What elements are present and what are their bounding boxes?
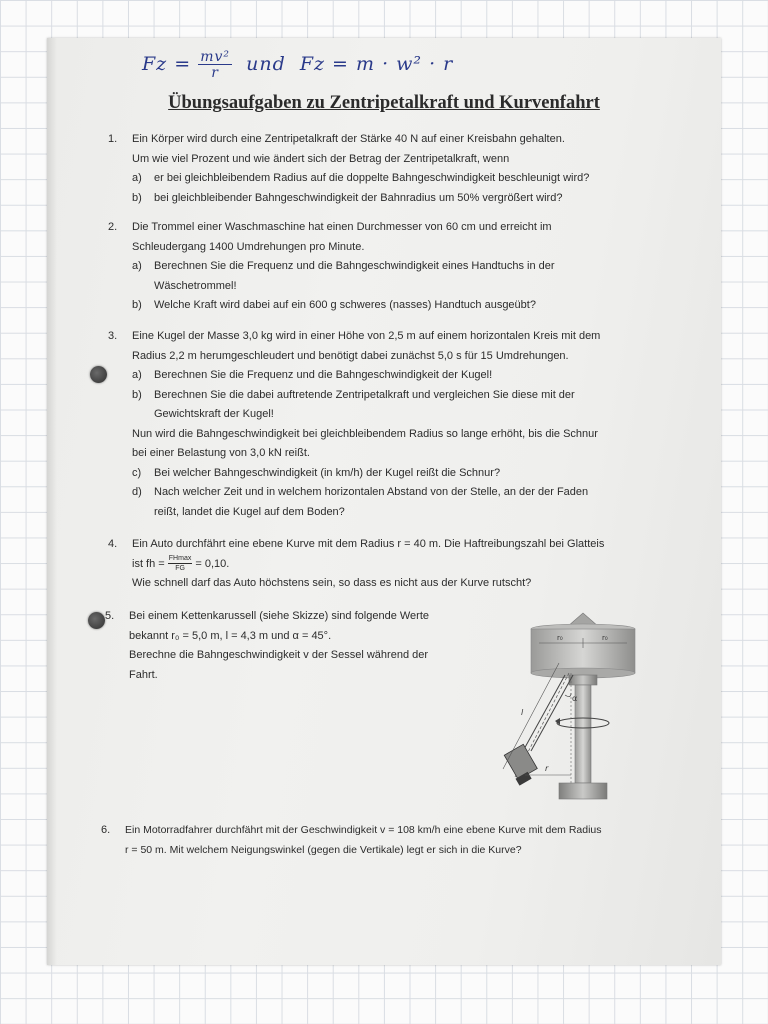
task-text: r = 50 m. Mit welchem Neigungswinkel (gegen die Vertikale) legt er sich in die Kurve? <box>125 843 522 856</box>
subtask-label: c) <box>132 466 142 479</box>
worksheet-page <box>47 38 721 965</box>
task-text: Die Trommel einer Waschmaschine hat einen Durchmesser von 60 cm und erreicht im <box>132 221 552 233</box>
hw-fraction <box>198 50 232 80</box>
subtask-label: a) <box>132 260 142 272</box>
subtask-text: Berechnen Sie die dabei auftretende Zentripetalkraft und vergleichen Sie diese mit der <box>154 388 575 401</box>
subtask-a <box>132 257 555 277</box>
task-text: Schleudergang 1400 Umdrehungen pro Minute. <box>132 240 365 253</box>
subtask-a <box>132 169 589 189</box>
label-r0-right: r₀ <box>602 634 608 642</box>
label-r: r <box>545 764 549 773</box>
task-text: Radius 2,2 m herumgeschleudert und benötigt dabei zunächst 5,0 s für 15 Umdrehungen. <box>132 349 569 362</box>
angle-arc <box>565 693 571 697</box>
subtask-text: Bei welcher Bahngeschwindigkeit (in km/h) der Kugel reißt die Schnur? <box>154 466 501 479</box>
task-5 <box>105 607 430 685</box>
carousel-base <box>559 783 607 799</box>
task-text: Berechne die Bahngeschwindigkeit v der Sessel während der <box>129 649 429 661</box>
subtask-b <box>132 189 589 209</box>
subtask-d-cont <box>132 503 600 523</box>
subtask-b <box>132 386 600 406</box>
task-number: 3. <box>108 330 118 342</box>
task-text: Wie schnell darf das Auto höchstens sein, so dass es nicht aus der Kurve rutscht? <box>132 577 532 589</box>
subtask-text: bei gleichbleibender Bahngeschwindigkeit der Bahnradius um 50% vergrößert wird? <box>154 191 563 204</box>
task-number: 2. <box>108 221 118 233</box>
subtask-a-cont <box>132 277 555 297</box>
fraction-denominator: FG <box>175 565 185 573</box>
task-text: Fahrt. <box>129 668 158 681</box>
hw-mid: und <box>246 53 286 75</box>
subtask-label: b) <box>132 191 142 204</box>
chain <box>523 675 565 751</box>
task-number: 6. <box>101 824 111 836</box>
subtask-text: er bei gleichbleibendem Radius auf die doppelte Bahngeschwindigkeit beschleunigt wird? <box>154 172 590 184</box>
task-number: 4. <box>108 538 118 550</box>
chain-carousel-sketch <box>447 605 647 805</box>
pillar <box>575 685 591 783</box>
pillar-collar <box>569 675 597 685</box>
chain <box>531 675 573 751</box>
subtask-b <box>132 296 555 316</box>
task-text: Ein Körper wird durch eine Zentripetalkraft der Stärke 40 N auf einer Kreisbahn gehalten. <box>132 133 565 145</box>
subtask-label: b) <box>132 299 142 311</box>
task-2 <box>108 218 555 316</box>
label-l: l <box>521 708 524 717</box>
subtask-text: Nach welcher Zeit und in welchem horizontalen Abstand von der Stelle, an der der Faden <box>154 486 589 498</box>
subtask-b-cont <box>132 405 600 425</box>
fraction-numerator: FHmax <box>168 555 192 563</box>
task-text: Um wie viel Prozent und wie ändert sich der Betrag der Zentripetalkraft, wenn <box>132 152 510 165</box>
hw-right: Fz = m · w² · r <box>299 53 454 75</box>
task-text: Nun wird die Bahngeschwindigkeit bei gleichbleibendem Radius so lange erhöht, bis die Schnur <box>132 427 598 440</box>
subtask-text: Berechnen Sie die Frequenz und die Bahngeschwindigkeit eines Handtuchs in der <box>154 260 555 272</box>
hw-left: Fz = <box>142 53 192 75</box>
task-6 <box>101 821 602 860</box>
page-shadow-edge <box>47 38 57 965</box>
subtask-a <box>132 366 600 386</box>
task-text: Ein Motorradfahrer durchfährt mit der Geschwindigkeit v = 108 km/h eine ebene Kurve mit dem Radius <box>125 824 602 836</box>
subtask-d <box>132 483 600 503</box>
subtask-text: reißt, landet die Kugel auf dem Boden? <box>154 505 345 518</box>
punch-hole <box>90 366 107 383</box>
subtask-text: Berechnen Sie die Frequenz und die Bahngeschwindigkeit der Kugel! <box>154 369 493 381</box>
task-text: Bei einem Kettenkarussell (siehe Skizze) sind folgende Werte <box>129 610 430 622</box>
subtask-label: b) <box>132 388 142 401</box>
subtask-c <box>132 464 600 484</box>
task-text: bekannt r₀ = 5,0 m, l = 4,3 m und α = 45°. <box>129 629 332 642</box>
formula-suffix: = 0,10. <box>195 557 230 570</box>
label-alpha: α <box>572 694 578 703</box>
hw-frac-num: mv² <box>200 49 230 65</box>
seat <box>503 744 541 785</box>
carousel-drum <box>531 629 635 673</box>
subtask-text: Welche Kraft wird dabei auf ein 600 g schweres (nasses) Handtuch ausgeübt? <box>154 299 536 311</box>
task-4 <box>108 535 605 594</box>
subtask-label: a) <box>132 172 142 184</box>
task-number: 5. <box>105 610 115 622</box>
task-1 <box>108 130 590 208</box>
label-r0-left: r₀ <box>557 634 563 642</box>
task-text-formula <box>132 555 604 575</box>
subtask-text: Gewichtskraft der Kugel! <box>154 408 274 420</box>
task-3 <box>108 327 601 522</box>
task-text: Eine Kugel der Masse 3,0 kg wird in einer Höhe von 2,5 m auf einem horizontalen Kreis mit dem <box>132 330 601 342</box>
punch-hole <box>88 612 105 629</box>
task-text: bei einer Belastung von 3,0 kN reißt. <box>132 447 310 459</box>
task-text: Ein Auto durchfährt eine ebene Kurve mit dem Radius r = 40 m. Die Haftreibungszahl bei Glatteis <box>132 538 605 550</box>
friction-fraction <box>168 555 193 572</box>
subtask-label: a) <box>132 369 142 381</box>
task-number: 1. <box>108 133 118 145</box>
formula-prefix: ist fh = <box>132 557 165 570</box>
hw-frac-den: r <box>211 65 219 81</box>
page-title: Übungsaufgaben zu Zentripetalkraft und Kurvenfahrt <box>168 93 600 113</box>
subtask-label: d) <box>132 486 142 498</box>
handwritten-formula <box>142 50 453 80</box>
subtask-text: Wäschetrommel! <box>154 279 237 292</box>
